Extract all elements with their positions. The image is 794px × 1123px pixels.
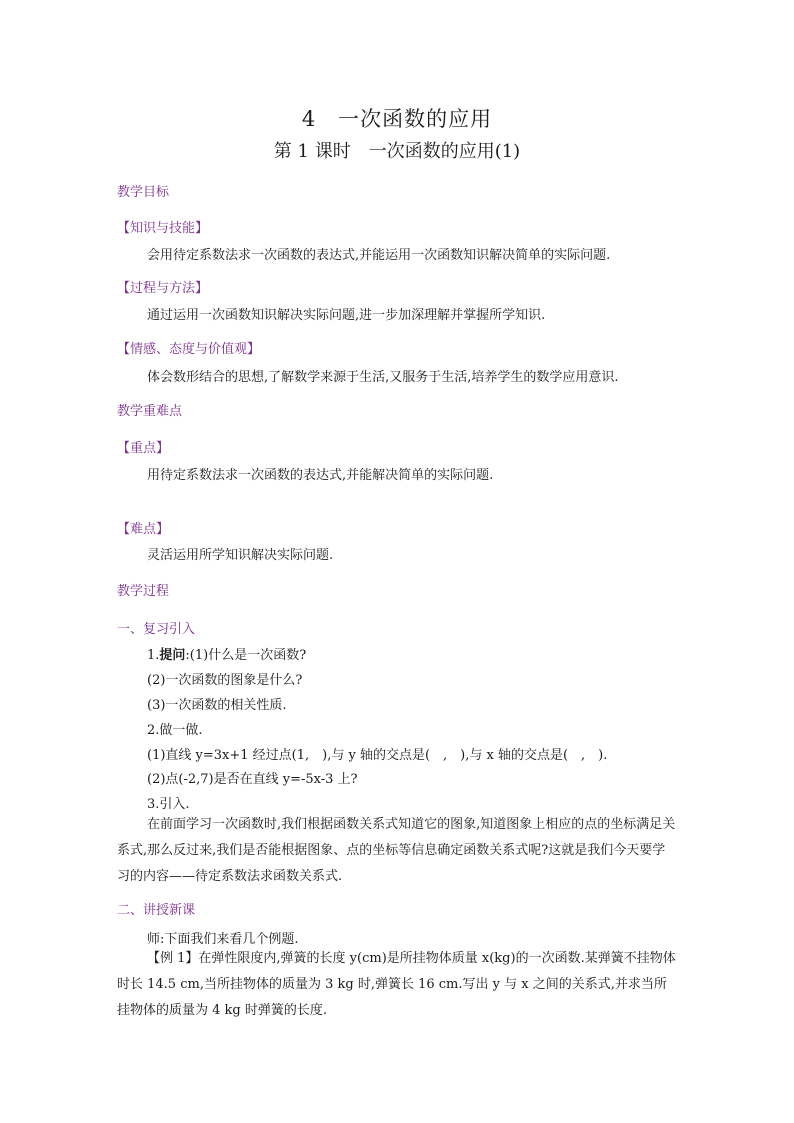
intro-text: 在前面学习一次函数时,我们根据函数关系式知道它的图象,知道图象上相应的点的坐标满足关系式,那么反过来,我们是否能根据图象、点的坐标等信息确定函数关系式呢?这就是我们今天要学习的内容——待定系数法求函数关系式. <box>117 817 676 884</box>
example-1-paragraph <box>117 946 677 1024</box>
teacher-line: 师:下面我们来看几个例题. <box>147 932 299 947</box>
focus-text: 用待定系数法求一次函数的表达式,并能解决简单的实际问题. <box>147 468 494 483</box>
question-1-number: 1. <box>147 648 160 663</box>
do-it-2: (2)点(-2,7)是否在直线 y=-5x-3 上? <box>147 772 358 787</box>
process-method-text: 通过运用一次函数知识解决实际问题,进一步加深理解并掌握所学知识. <box>147 308 546 323</box>
intro-paragraph <box>117 812 677 890</box>
question-3: (3)一次函数的相关性质. <box>147 698 287 713</box>
goals-heading: 教学目标 <box>117 185 170 200</box>
difficulty-label: 【难点】 <box>117 522 170 537</box>
question-2: (2)一次函数的图象是什么? <box>147 673 303 688</box>
emotion-text: 体会数形结合的思想,了解数学来源于生活,又服务于生活,培养学生的数学应用意识. <box>147 370 619 385</box>
emotion-label: 【情感、态度与价值观】 <box>117 342 261 357</box>
focus-label: 【重点】 <box>117 441 170 456</box>
process-method-label: 【过程与方法】 <box>117 281 209 296</box>
teaching-process-heading: 教学过程 <box>117 584 170 599</box>
part1-label: 一、复习引入 <box>117 622 196 637</box>
key-points-heading: 教学重难点 <box>117 404 183 419</box>
knowledge-label: 【知识与技能】 <box>117 221 209 236</box>
example-1-text: 在弹性限度内,弹簧的长度 y(cm)是所挂物体质量 x(kg)的一次函数.某弹簧不挂物体时长 14.5 cm,当所挂物体的质量为 3 kg 时,弹簧长 16 cm.写出 y 与 x 之间的关系式,并求当所挂物体的质量为 4 kg 时弹簧的长度. <box>117 951 676 1018</box>
difficulty-text: 灵活运用所学知识解决实际问题. <box>147 548 334 563</box>
page-subtitle: 第 1 课时 一次函数的应用(1) <box>273 141 521 162</box>
knowledge-text: 会用待定系数法求一次函数的表达式,并能运用一次函数知识解决简单的实际问题. <box>147 248 611 263</box>
page-title: 4 一次函数的应用 <box>301 107 493 131</box>
part2-label: 二、讲授新课 <box>117 903 196 918</box>
question-1 <box>147 644 306 663</box>
example-1-label: 【例 1】 <box>147 951 199 966</box>
do-it-1: (1)直线 y=3x+1 经过点(1, ),与 y 轴的交点是( , ),与 x 轴的交点是( , ). <box>147 748 608 763</box>
question-1-rest: :(1)什么是一次函数? <box>185 648 307 663</box>
question-1-bold: 提问 <box>159 648 186 663</box>
do-it-label: 2.做一做. <box>147 723 203 738</box>
intro-label: 3.引入. <box>147 797 190 812</box>
